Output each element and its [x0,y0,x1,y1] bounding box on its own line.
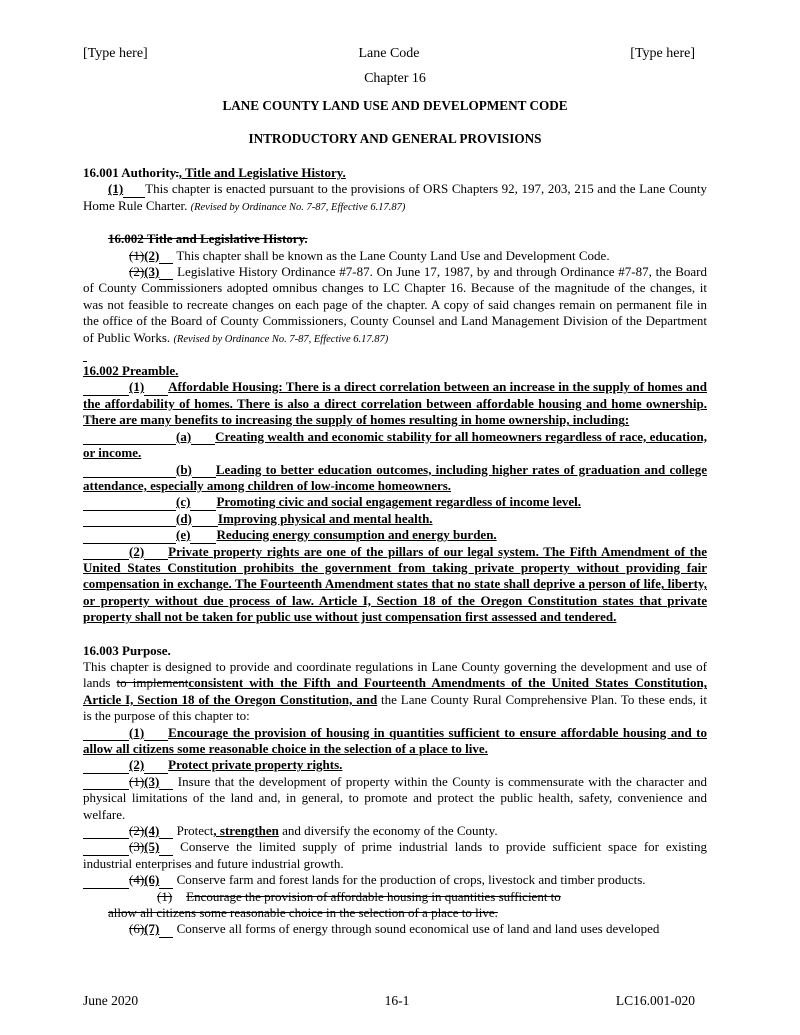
purpose-intro: This chapter is designed to provide and coordinate regulations in Lane County governing the development and use of lands to implementconsistent with the Fifth and Fourteenth Amendments of the United States Constitution, Article I, Section 18 of the Oregon Constitution, and the Lane County Rural Comprehensive Plan. To these ends, it is the purpose of this chapter to: [83,658,707,724]
purpose-item-2: (2) Protect private property rights. [83,757,707,773]
preamble-para-1: (1) Affordable Housing: There is a direct correlation between an increase in the supply of homes and the affordability of homes. There is also a direct correlation between affordable housing and home ownership. There are many benefits to increasing the supply of homes resulting in home ownership, including: [83,379,707,428]
purpose-item-5: (3)(5) Conserve the limited supply of prime industrial lands to provide sufficient space for existing industrial enterprises and future industrial growth. [83,839,707,871]
preamble-item-d: (d) Improving physical and mental health. [83,511,707,527]
preamble-item-e: (e) Reducing energy consumption and energy burden. [83,527,707,543]
document-title: LANE COUNTY LAND USE AND DEVELOPMENT CODE [222,98,568,113]
footer-code-ref: LC16.001-020 [615,993,695,1008]
purpose-item-6: (4)(6) Conserve farm and forest lands for the production of crops, livestock and timber products. [83,872,707,888]
page-footer [83,993,695,1009]
purpose-item-4: (2)(4) Protect, strengthen and diversify the economy of the County. [83,823,707,839]
purpose-heading: 16.003 Purpose. [83,642,171,658]
deleted-purpose-item: (1) Encourage the provision of affordable housing in quantities sufficient to [157,888,561,904]
footer-page-number: 16-1 [384,993,410,1008]
deleted-section-heading: 16.002 Title and Legislative History. [108,231,308,247]
chapter-label: Chapter 16 [364,71,426,86]
purpose-item-3: (1)(3) Insure that the development of property within the County is commensurate with the character and physical limitations of the land and, in general, to promote and protect the public health, safety, convenience and welfare. [83,773,708,822]
section-16-001-para-1: (1) This chapter is enacted pursuant to the provisions of ORS Chapters 92, 197, 203, 215 and the Lane County Home Rule Charter. (Revised by Ordinance No. 7-87, Effective 6.17.87) [83,181,707,213]
deleted-section-para-2: (2)(3) Legislative History Ordinance #7-87. On June 17, 1987, by and through Ordinance #7-87, the Board of County Commissioners adopted omnibus changes to LC Chapter 16. Because of the magnitude of the changes, it was not feasible to recreate changes on each page of the chapter. A copy of said changes remain on permanent file in the office of the Board of County Commissioners, County Counsel and Land Management Division of the Department of Public Works. (Revised by Ordinance No. 7-87, Effective 6.17.87) [83,264,707,345]
purpose-item-1: (1) Encourage the provision of housing in quantities sufficient to ensure affordable housing and to allow all citizens some reasonable choice in the selection of a place to live. [83,724,707,756]
deleted-purpose-item-cont: allow all citizens some reasonable choice in the selection of a place to live. [108,905,498,921]
preamble-item-b: (b) Leading to better education outcomes, including higher rates of graduation and college attendance, especially among children of low-income homeowners. [83,461,707,493]
preamble-item-c: (c) Promoting civic and social engagement regardless of income level. [83,494,707,510]
section-16-001-heading: 16.001 Authority., Title and Legislative History. [83,165,346,180]
page-header [83,46,707,68]
header-left: [Type here] [83,46,148,61]
preamble-para-2: (2) Private property rights are one of the pillars of our legal system. The Fifth Amendment of the United States Constitution prohibits the government from taking private property without providing fair compensation in exchange. The Fourteenth Amendment states that no state shall deprive a person of life, liberty, or property without due process of law. Article I, Section 18 of the Oregon Constitution states that private property shall not be taken for public use without just compensation first assessed and tendered. [83,543,707,625]
footer-date: June 2020 [83,993,139,1008]
purpose-item-7: (6)(7) Conserve all forms of energy through sound economical use of land and land uses developed [129,921,660,937]
document-subtitle: INTRODUCTORY AND GENERAL PROVISIONS [248,131,542,146]
header-center: Lane Code [358,46,420,61]
deleted-section-para-1: (1)(2) This chapter shall be known as the Lane County Land Use and Development Code. [129,247,610,263]
document-page [83,46,707,938]
header-right: [Type here] [630,46,695,61]
preamble-heading: 16.002 Preamble. [83,363,179,379]
preamble-item-a: (a) Creating wealth and economic stability for all homeowners regardless of race, education, or income. [83,428,707,461]
